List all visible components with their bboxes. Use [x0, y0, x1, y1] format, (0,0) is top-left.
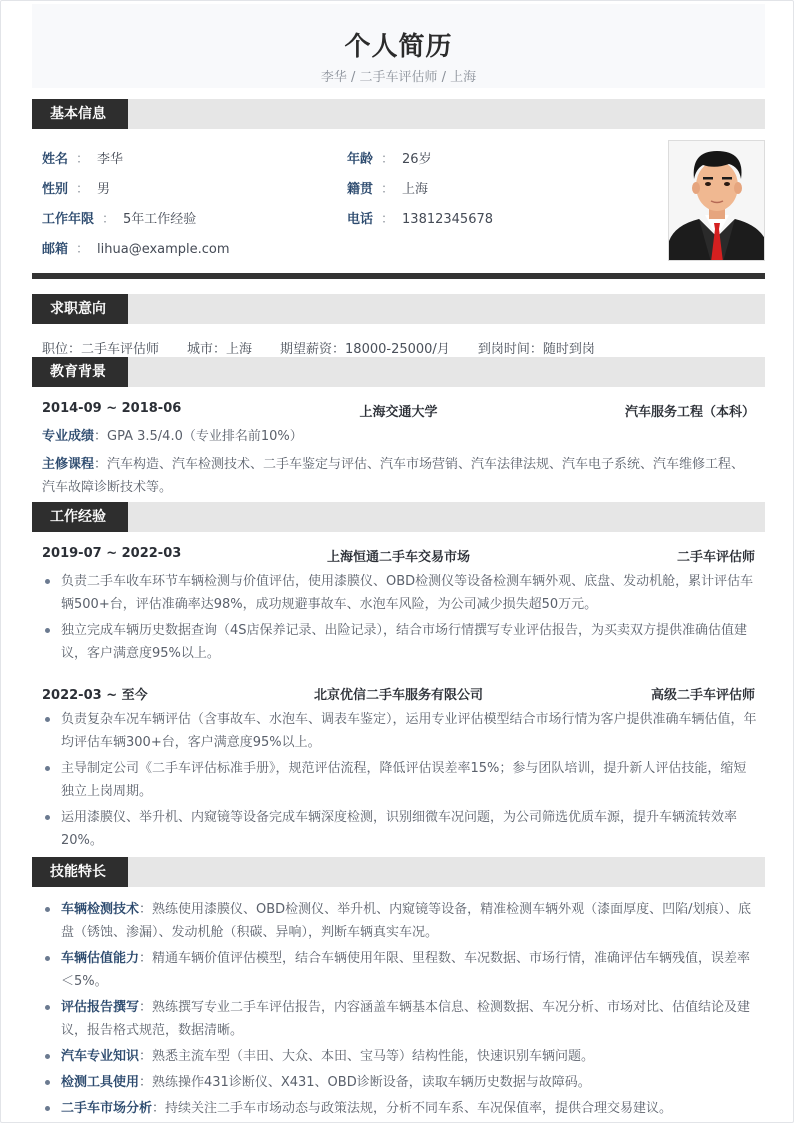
info-phone: 电话 ： 13812345678 [347, 212, 494, 227]
phone-value: 13812345678 [402, 212, 494, 227]
info-label: 邮箱 [42, 242, 69, 257]
skill-item: 汽车专业知识：熟悉主流车型（丰田、大众、本田、宝马等）结构性能，快速识别车辆问题。 [42, 1045, 757, 1068]
work-entry-header [42, 546, 755, 566]
section-education [32, 357, 765, 387]
intent-city: 城市：上海 [187, 342, 253, 357]
work-title: 高级二手车评估师 [650, 688, 755, 703]
info-label: 籍贯 [347, 182, 374, 197]
list-item: 独立完成车辆历史数据查询（4S店保养记录、出险记录），结合市场行情撰写专业评估报告，为买卖双方提供准确估值建议，客户满意度95%以上。 [42, 619, 757, 665]
education-school: 上海交通大学 [359, 405, 438, 420]
intent-position: 职位：二手车评估师 [42, 342, 160, 357]
info-work-years: 工作年限 ： 5年工作经验 [42, 212, 197, 227]
resume-header [32, 4, 765, 88]
page-subtitle: 李华 / 二手车评估师 / 上海 [320, 70, 477, 85]
page-title: 个人简历 [344, 32, 453, 62]
info-hometown: 籍贯 ： 上海 [347, 182, 429, 197]
education-gpa: 专业成绩：GPA 3.5/4.0（专业排名前10%） [42, 429, 303, 444]
section-job-intent [32, 294, 765, 324]
section-basic-info [32, 99, 765, 129]
education-major: 汽车服务工程（本科） [624, 405, 755, 420]
list-item: 运用漆膜仪、举升机、内窥镜等设备完成车辆深度检测，识别细微车况问题，为公司筛选优质车源，提升车辆流转效率20%。 [42, 806, 757, 852]
section-title: 求职意向 [32, 294, 128, 324]
work-company: 北京优信二手车服务有限公司 [313, 688, 483, 703]
email-link[interactable]: lihua@example.com [97, 242, 230, 257]
info-gender: 性别 ： 男 [42, 182, 111, 197]
section-work-experience [32, 502, 765, 532]
work-company: 上海恒通二手车交易市场 [326, 550, 470, 565]
job-intent-row [42, 338, 623, 357]
divider [32, 273, 765, 279]
skill-item: 评估报告撰写：熟练撰写专业二手车评估报告，内容涵盖车辆基本信息、检测数据、车况分析、市场对比、估值结论及建议，报告格式规范，数据清晰。 [42, 996, 757, 1042]
info-value: 5年工作经验 [123, 212, 197, 227]
info-value: 李华 [97, 152, 124, 167]
info-value: 上海 [402, 182, 429, 197]
work-bullets [42, 708, 757, 855]
info-email: 邮箱 ： lihua@example.com [42, 242, 230, 257]
education-row [42, 401, 755, 421]
education-courses: 主修课程：汽车构造、汽车检测技术、二手车鉴定与评估、汽车市场营销、汽车法律法规、汽车电子系统、汽车维修工程、汽车故障诊断技术等。 [42, 457, 745, 495]
info-value: 男 [97, 182, 111, 197]
info-age: 年龄 ： 26岁 [347, 152, 432, 167]
info-label: 工作年限 [42, 212, 95, 227]
info-label: 电话 [347, 212, 374, 227]
work-period: 2019-07 ~ 2022-03 [42, 546, 182, 561]
skill-item: 车辆检测技术：熟练使用漆膜仪、OBD检测仪、举升机、内窥镜等设备，精准检测车辆外观（漆面厚度、凹陷/划痕）、底盘（锈蚀、渗漏）、发动机舱（积碳、异响），判断车辆真实车况。 [42, 898, 757, 944]
section-title: 基本信息 [32, 99, 128, 129]
skill-item: 检测工具使用：熟练操作431诊断仪、X431、OBD诊断设备，读取车辆历史数据与故障码。 [42, 1071, 757, 1094]
avatar-icon [669, 141, 765, 261]
info-label: 姓名 [42, 152, 69, 167]
work-bullets [42, 570, 757, 668]
intent-availability: 到岗时间：随时到岗 [477, 342, 595, 357]
work-period: 2022-03 ~ 至今 [42, 688, 148, 703]
avatar-photo [668, 140, 765, 261]
work-title: 二手车评估师 [676, 550, 755, 565]
skill-item: 车辆估值能力：精通车辆价值评估模型，结合车辆使用年限、里程数、车况数据、市场行情，准确评估车辆残值，误差率＜5%。 [42, 947, 757, 993]
section-skills [32, 857, 765, 887]
skill-item: 二手车市场分析：持续关注二手车市场动态与政策法规，分析不同车系、车况保值率，提供合理交易建议。 [42, 1097, 757, 1120]
section-title: 教育背景 [32, 357, 128, 387]
section-title: 工作经验 [32, 502, 128, 532]
info-label: 性别 [42, 182, 69, 197]
info-label: 年龄 [347, 152, 374, 167]
info-value: 26岁 [402, 152, 432, 167]
list-item: 主导制定公司《二手车评估标准手册》，规范评估流程，降低评估误差率15%；参与团队培训，提升新人评估技能，缩短独立上岗周期。 [42, 757, 757, 803]
list-item: 负责二手车收车环节车辆检测与价值评估，使用漆膜仪、OBD检测仪等设备检测车辆外观、底盘、发动机舱，累计评估车辆500+台，评估准确率达98%，成功规避事故车、水泡车风险，为公司减少损失超50万元。 [42, 570, 757, 616]
work-entry-header [42, 684, 755, 704]
intent-salary: 期望薪资：18000-25000/月 [280, 342, 450, 357]
skills-list [42, 898, 757, 1123]
info-name: 姓名 ： 李华 [42, 152, 124, 167]
section-title: 技能特长 [32, 857, 128, 887]
education-period: 2014-09 ~ 2018-06 [42, 401, 182, 416]
list-item: 负责复杂车况车辆评估（含事故车、水泡车、调表车鉴定），运用专业评估模型结合市场行情为客户提供准确车辆估值，年均评估车辆300+台，客户满意度95%以上。 [42, 708, 757, 754]
